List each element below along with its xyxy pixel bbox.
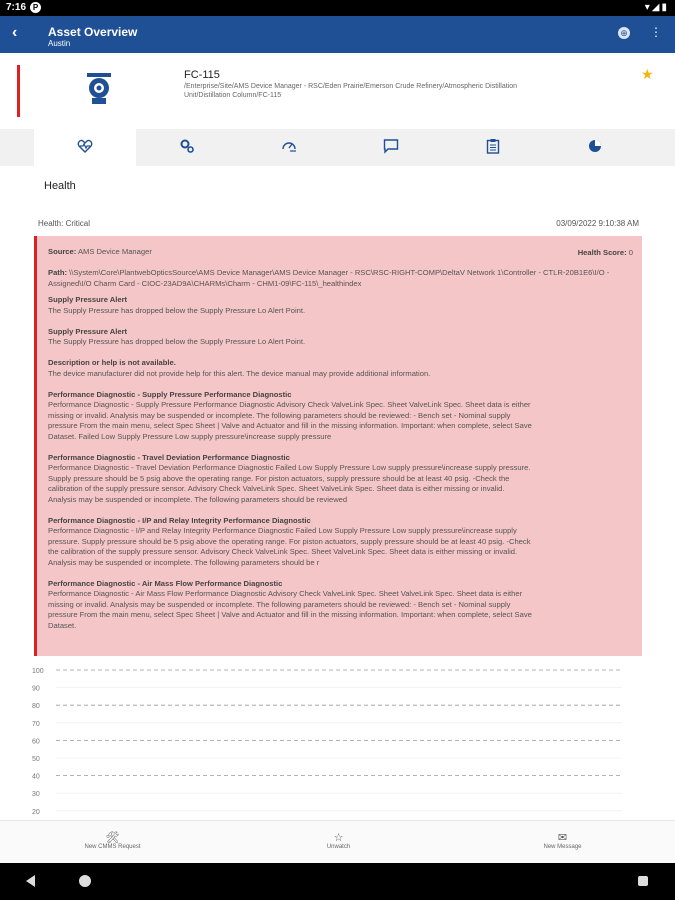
alert-text: missing or invalid. Analysis may be suspended or incomplete. The following parameters should be reviewed: - Bench set - Nominal supply	[48, 410, 511, 420]
y-tick-label: 50	[32, 756, 40, 763]
y-tick-label: 60	[32, 738, 40, 746]
system-home-icon[interactable]	[79, 875, 91, 887]
tools-icon: 🛠	[105, 832, 120, 844]
globe-icon[interactable]: ⊕	[618, 27, 630, 39]
alert-text: Supply pressure should be 5 psig above the operating range. For piston actuators, supply pressure should be at least 40 psig. -Check the	[48, 473, 510, 483]
alert-text: Performance Diagnostic - Travel Deviation Performance Diagnostic Failed Low Supply Pressure Low supply pressure\increase supply pressure.	[48, 463, 531, 472]
y-tick-label: 100	[32, 668, 44, 675]
health-date: 03/09/2022 9:10:38 AM	[556, 219, 639, 228]
y-tick-label: 70	[32, 720, 40, 728]
alert-text: The device manufacturer did not provide help for this alert. The device manual may provide additional information.	[48, 368, 431, 378]
alert-text: Analysis may be suspended or incomplete. The following parameters should be r	[48, 557, 320, 567]
new-cmms-request-button[interactable]: 🛠 New CMMS Request	[70, 821, 155, 864]
tab-messages[interactable]	[340, 129, 442, 166]
wifi-icon: ▾	[644, 2, 652, 13]
y-tick-label: 80	[32, 703, 40, 711]
tab-bar	[0, 129, 675, 166]
alert-text: missing or invalid. Analysis may be suspended or incomplete. The following parameters should be reviewed: - Bench set - Nominal supply	[48, 599, 511, 609]
page-subtitle: Austin	[48, 39, 71, 48]
alert-title: Performance Diagnostic - I/P and Relay Integrity Performance Diagnostic	[48, 515, 311, 525]
status-time: 7:16	[6, 2, 27, 13]
asset-name: FC-115	[184, 69, 220, 81]
section-title: Health	[44, 180, 76, 192]
system-back-icon[interactable]	[26, 875, 35, 887]
critical-indicator	[17, 65, 20, 117]
tab-tasks[interactable]	[442, 129, 544, 166]
clipboard-icon	[485, 138, 501, 154]
tab-gauge[interactable]	[238, 129, 340, 166]
favorite-star-icon[interactable]: ★	[641, 66, 654, 82]
system-nav-bar	[0, 863, 675, 900]
alert-text: pressure From the main menu, select Spec Sheet | Valve and Actuator and fill in the missing information. Important: when complete, select Save	[48, 421, 532, 430]
y-tick-label: 40	[32, 773, 40, 781]
compose-icon: ✉	[557, 832, 568, 844]
alert-text: calibration of the supply pressure sensor. Advisory Check ValveLink Spec. Sheet ValveLink Spec. Sheet data is either missing or invalid.	[48, 484, 505, 493]
alert-title: Supply Pressure Alert	[48, 326, 128, 336]
alert-text: Dataset.	[48, 620, 77, 630]
alert-text: pressure From the main menu, select Spec Sheet | Valve and Actuator and fill in the missing information. Important: when complete, select Save	[48, 610, 532, 619]
alert-text: Performance Diagnostic - Air Mass Flow Performance Diagnostic Advisory Check ValveLink Spec. Sheet ValveLink Spec. Sheet data is either	[48, 589, 523, 598]
health-alert-card	[34, 236, 642, 656]
alert-text: Performance Diagnostic - Supply Pressure Performance Diagnostic Advisory Check ValveLink Spec. Sheet ValveLink Spec. Sheet data is either	[48, 400, 531, 409]
status-bar	[0, 0, 675, 16]
alert-text: Dataset. Failed Low Supply Pressure Low supply pressure\increase supply pressure	[48, 431, 332, 441]
alert-title: Performance Diagnostic - Supply Pressure Performance Diagnostic	[48, 389, 292, 399]
alert-title: Performance Diagnostic - Travel Deviation Performance Diagnostic	[48, 452, 290, 462]
y-tick-label: 20	[32, 808, 40, 816]
signal-icon: ◢	[651, 2, 662, 13]
asset-path: /Enterprise/Site/AMS Device Manager - RSC/Eden Prairie/Emerson Crude Refinery/Atmospheric Distillation Unit/Distillation Column/FC-115	[184, 83, 518, 99]
pie-chart-icon	[587, 138, 603, 154]
alert-title: Supply Pressure Alert	[48, 295, 128, 304]
bottom-nav	[0, 820, 675, 864]
status-icons	[645, 2, 669, 13]
health-score: Health Score: 0	[577, 248, 633, 257]
system-recents-icon[interactable]	[638, 876, 648, 886]
y-tick-label: 90	[32, 685, 40, 693]
battery-icon: ▮	[661, 2, 669, 13]
alert-text: Performance Diagnostic - I/P and Relay Integrity Performance Diagnostic Failed Low Supply Pressure Low supply pressure\increase supply	[48, 526, 517, 535]
gauge-icon	[281, 138, 297, 154]
y-tick-label: 30	[32, 791, 40, 799]
tab-settings[interactable]	[136, 129, 238, 166]
back-arrow-icon[interactable]: ‹	[12, 24, 18, 41]
unwatch-button[interactable]: ☆ Unwatch	[296, 821, 381, 864]
health-status: Health: Critical	[38, 219, 91, 228]
alert-text: The Supply Pressure has dropped below the Supply Pressure Lo Alert Point.	[48, 305, 306, 315]
alert-text: The Supply Pressure has dropped below the Supply Pressure Lo Alert Point.	[48, 337, 306, 346]
tab-health[interactable]	[34, 129, 136, 166]
alert-title: Performance Diagnostic - Air Mass Flow Performance Diagnostic	[48, 578, 283, 588]
alert-title: Description or help is not available.	[48, 358, 176, 367]
tab-analytics[interactable]	[544, 129, 646, 166]
app-bar	[0, 16, 675, 53]
alert-text: Analysis may be suspended or incomplete. The following parameters should be reviewed	[48, 494, 348, 504]
notification-badge-icon: P	[30, 2, 41, 13]
valve-device-icon	[84, 72, 114, 106]
alert-text: the calibration of the supply pressure sensor. Advisory Check ValveLink Spec. Sheet ValveLink Spec. Sheet data is either missing or invalid.	[48, 547, 518, 556]
gears-icon	[179, 138, 195, 154]
new-message-button[interactable]: ✉ New Message	[520, 821, 605, 864]
health-chart	[20, 660, 660, 820]
page-title: Asset Overview	[48, 25, 138, 39]
path-line: Path: \\System\Core\PlantwebOpticsSource\AMS Device Manager\AMS Device Manager - RSC\RSC-RIGHT-COMP\DeltaV Network 1\Controller - CTLR-20B1E6\I/O - Assigned\I/O Charm Card - CIOC-23AD9A\CHARMs\Charm - CHM1-09\FC-115\_healthindex	[48, 268, 610, 288]
heart-pulse-icon	[77, 138, 93, 154]
source-line: Source: AMS Device Manager	[48, 247, 152, 256]
star-outline-icon: ☆	[333, 832, 344, 844]
alert-text: pressure. Supply pressure should be 5 psig above the operating range. For piston actuators, supply pressure should be at least 40 psig. -Check	[48, 536, 531, 546]
chat-icon	[383, 138, 399, 154]
hierarchy-icon[interactable]: ⋮	[650, 25, 662, 39]
